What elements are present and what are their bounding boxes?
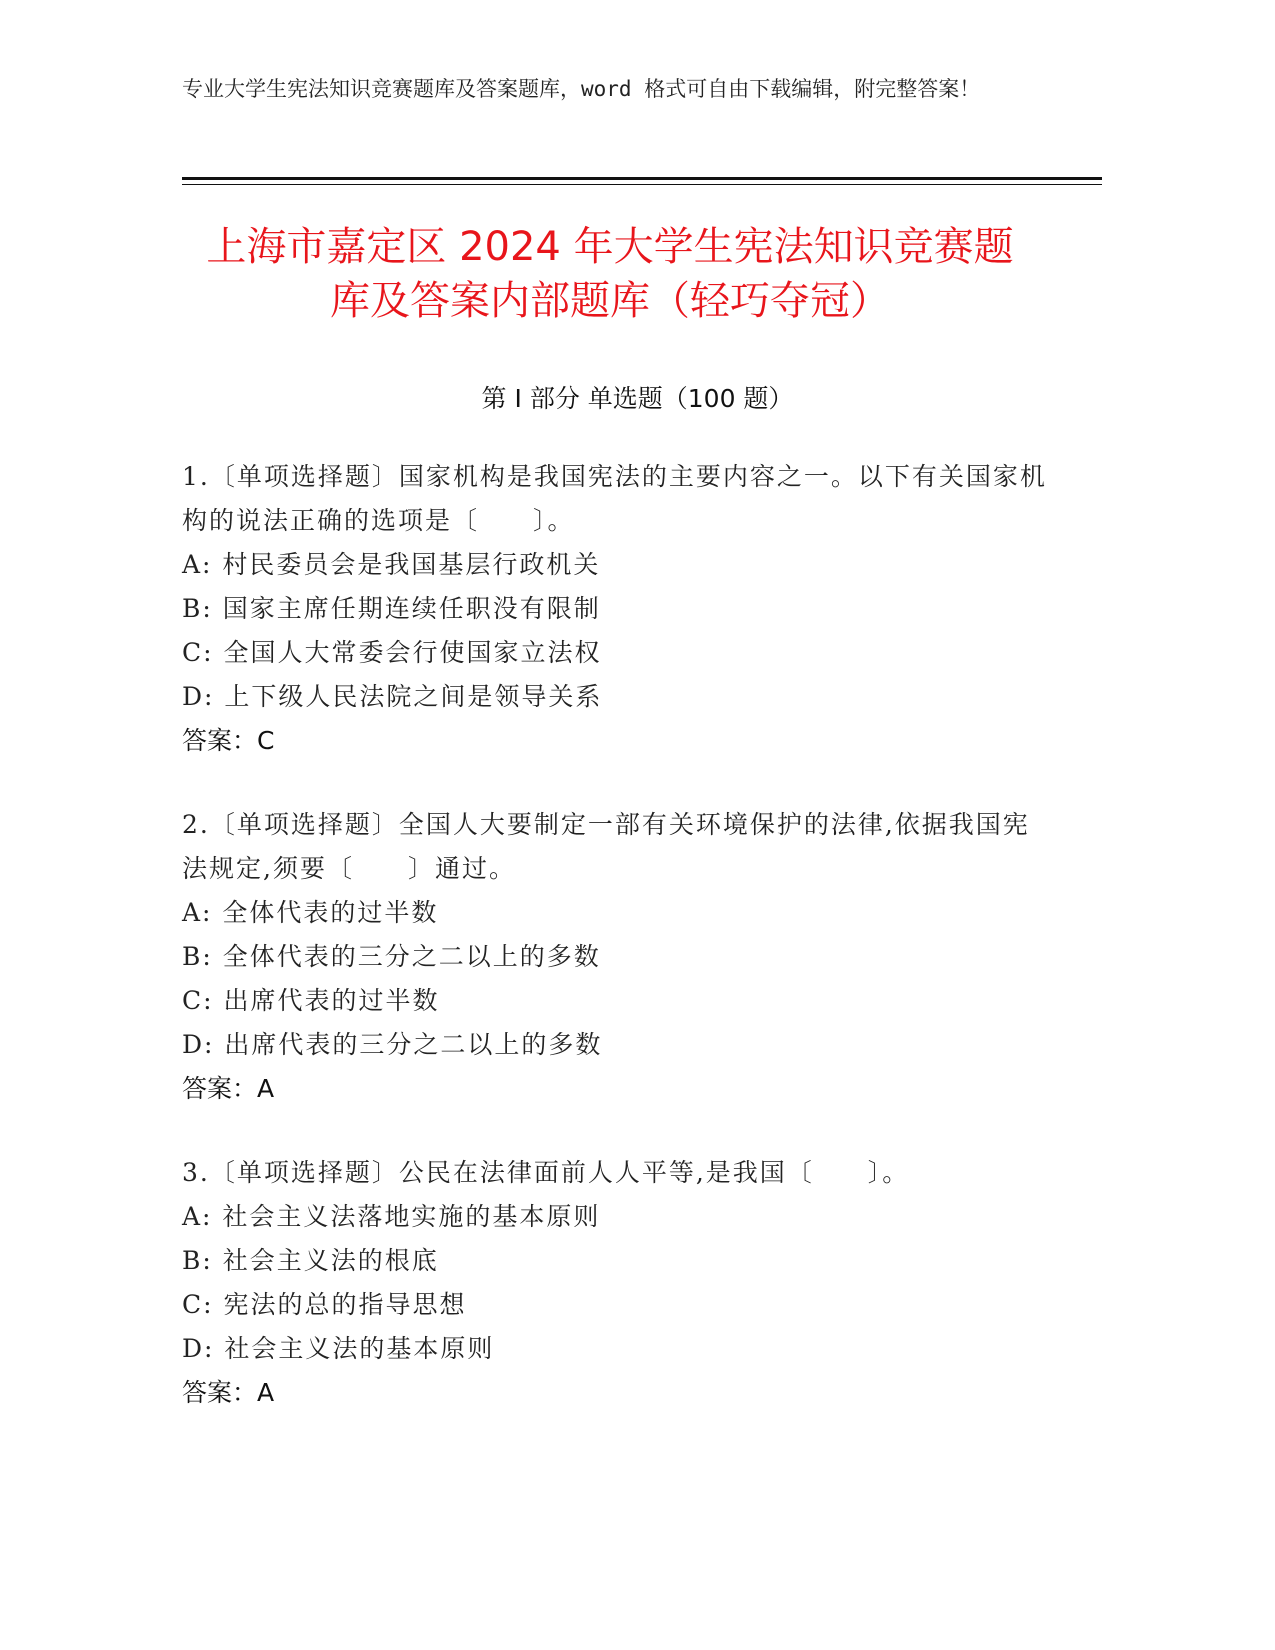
option-b: B: 全体代表的三分之二以上的多数 — [182, 942, 601, 971]
question-stem: 3.〔单项选择题〕公民在法律面前人人平等,是我国〔 〕。 — [182, 1158, 910, 1187]
option-b: B: 社会主义法的根底 — [182, 1246, 439, 1275]
title-line-2: 库及答案内部题库（轻巧夺冠） — [330, 278, 890, 324]
section-heading: 第 I 部分 单选题（100 题） — [481, 384, 794, 413]
option-d: D: 出席代表的三分之二以上的多数 — [182, 1030, 603, 1059]
option-c: C: 出席代表的过半数 — [182, 986, 440, 1015]
header-rule-thin — [182, 184, 1102, 185]
question-list — [182, 455, 1052, 1455]
header-note: 专业大学生宪法知识竞赛题库及答案题库，word 格式可自由下载编辑，附完整答案！ — [182, 77, 981, 101]
answer: 答案：A — [182, 1378, 275, 1407]
option-c: C: 宪法的总的指导思想 — [182, 1290, 467, 1319]
answer: 答案：C — [182, 726, 275, 755]
option-a: A: 村民委员会是我国基层行政机关 — [182, 550, 601, 579]
question-1 — [182, 455, 1052, 763]
option-b: B: 国家主席任期连续任职没有限制 — [182, 594, 601, 623]
option-c: C: 全国人大常委会行使国家立法权 — [182, 638, 602, 667]
document-title — [150, 220, 1070, 328]
option-a: A: 全体代表的过半数 — [182, 898, 439, 927]
header-rule-thick — [182, 177, 1102, 180]
title-line-1: 上海市嘉定区 2024 年大学生宪法知识竞赛题 — [206, 224, 1014, 270]
question-3 — [182, 1151, 1052, 1415]
option-d: D: 上下级人民法院之间是领导关系 — [182, 682, 603, 711]
question-2 — [182, 803, 1052, 1111]
answer: 答案：A — [182, 1074, 275, 1103]
question-stem: 1.〔单项选择题〕国家机构是我国宪法的主要内容之一。以下有关国家机构的说法正确的选项是〔 〕。 — [182, 462, 1047, 535]
option-a: A: 社会主义法落地实施的基本原则 — [182, 1202, 601, 1231]
option-d: D: 社会主义法的基本原则 — [182, 1334, 495, 1363]
question-stem: 2.〔单项选择题〕全国人大要制定一部有关环境保护的法律,依据我国宪法规定,须要〔 〕通过。 — [182, 810, 1030, 883]
